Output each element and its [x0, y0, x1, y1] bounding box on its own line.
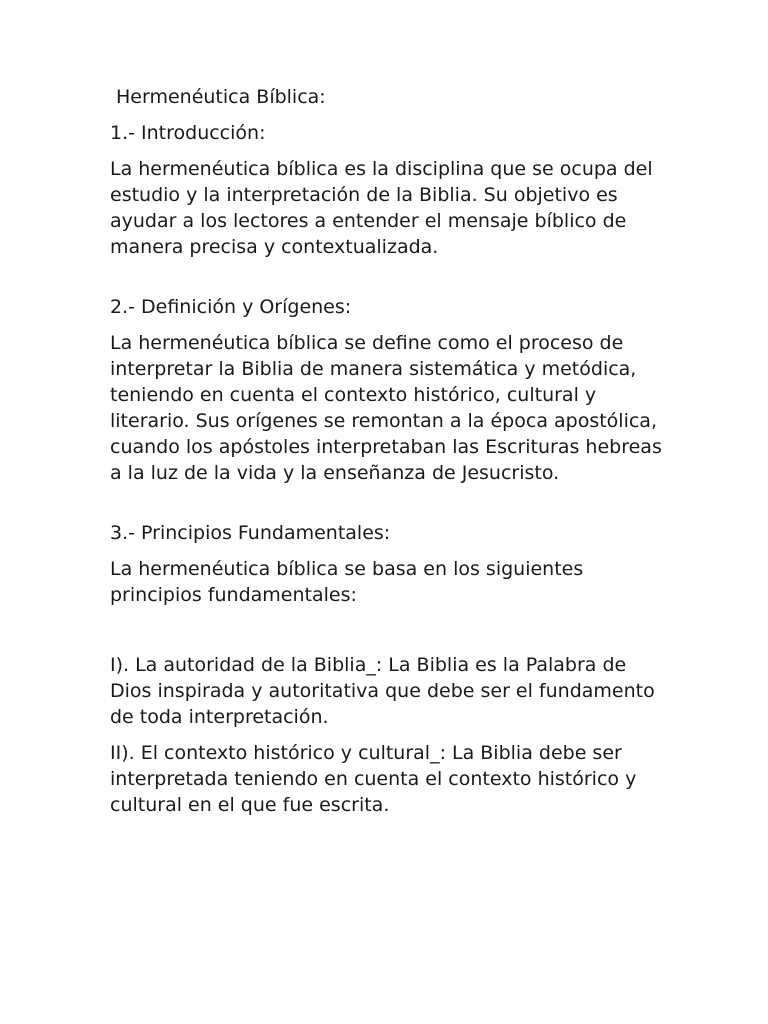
principle-item: I). La autoridad de la Biblia_: La Biblia es la Palabra de Dios inspirada y autoritativa que debe ser el fundamento de toda interpretación.	[110, 654, 655, 728]
section-heading-introduccion: 1.- Introducción:	[110, 122, 266, 144]
section-paragraph-introduccion: La hermenéutica bíblica es la disciplina que se ocupa del estudio y la interpretación de la Biblia. Su objetivo es ayudar a los lectores a entender el mensaje bíblico de manera precisa y contextualizada.	[110, 158, 653, 258]
section-paragraph-definicion: La hermenéutica bíblica se define como el proceso de interpretar la Biblia de manera sistemática y metódica, teniendo en cuenta el contexto histórico, cultural y literario. Sus orígenes se remontan a la época apostólica, cuando los apóstoles interpretaban las Escrituras hebreas a la luz de la vida y la enseñanza de Jesucristo.	[110, 332, 662, 484]
principle-item: II). El contexto histórico y cultural_: La Biblia debe ser interpretada teniendo en cuenta el contexto histórico y cultural en el que fue escrita.	[110, 742, 637, 816]
section-heading-principios: 3.- Principios Fundamentales:	[110, 522, 391, 544]
document-title: Hermenéutica Bíblica:	[116, 86, 326, 108]
document-page	[110, 84, 670, 818]
section-heading-definicion: 2.- Definición y Orígenes:	[110, 296, 352, 318]
section-paragraph-principios: La hermenéutica bíblica se basa en los siguientes principios fundamentales:	[110, 558, 584, 606]
